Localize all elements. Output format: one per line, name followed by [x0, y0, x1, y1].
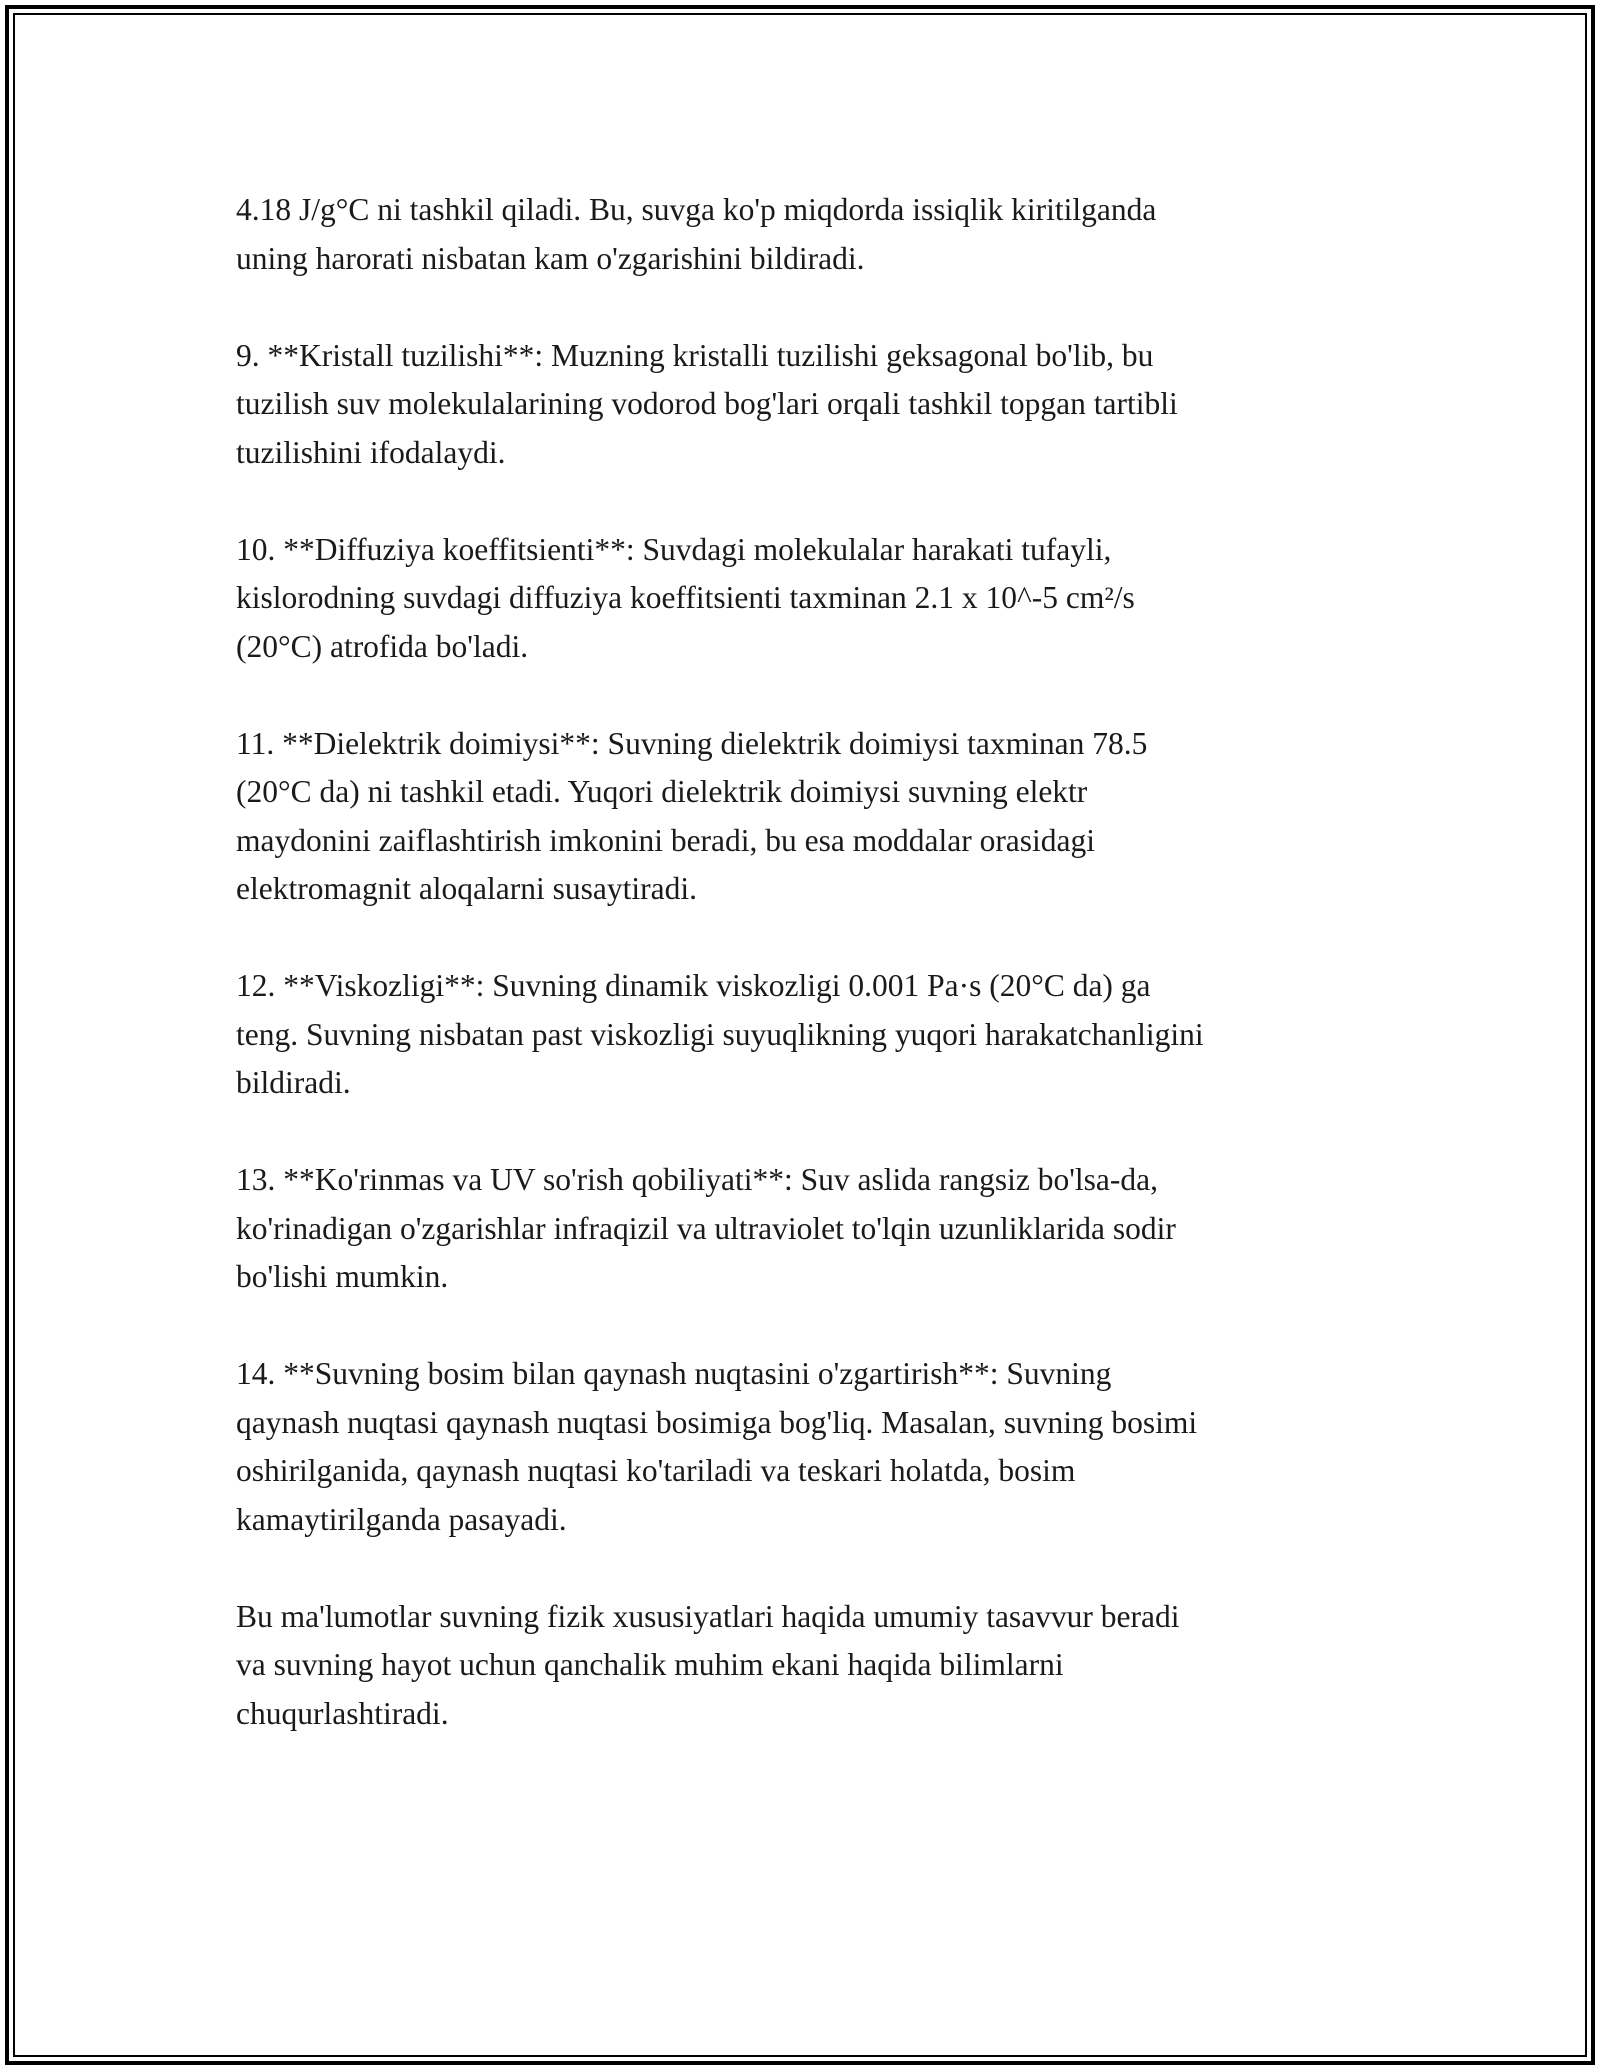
- paragraph-boiling-point-pressure: 14. **Suvning bosim bilan qaynash nuqtasini o'zgartirish**: Suvning qaynash nuqtasi qaynash nuqtasi bosimiga bog'liq. Masalan, suvning bosimi oshirilganida, qaynash nuqtasi ko'tariladi va teskari holatda, bosim kamaytirilganda pasayadi.: [236, 1356, 1198, 1537]
- paragraph-dielectric-constant: 11. **Dielektrik doimiysi**: Suvning dielektrik doimiysi taxminan 78.5 (20°C da) ni tashkil etadi. Yuqori dielektrik doimiysi suvning elektr maydonini zaiflashtirish imkonini beradi, bu esa moddalar orasidagi elektromagnit aloqalarni susaytiradi.: [236, 725, 1148, 906]
- paragraph-conclusion: Bu ma'lumotlar suvning fizik xususiyatlari haqida umumiy tasavvur beradi va suvning hayot uchun qanchalik muhim ekani haqida bilimlarni chuqurlashtiradi.: [236, 1598, 1180, 1731]
- document-body: [236, 186, 1376, 1787]
- paragraph-crystal-structure: 9. **Kristall tuzilishi**: Muzning kristalli tuzilishi geksagonal bo'lib, bu tuzilish suv molekulalarining vodorod bog'lari orqali tashkil topgan tartibli tuzilishini ifodalaydi.: [236, 337, 1178, 470]
- paragraph-diffusion-coefficient: 10. **Diffuziya koeffitsienti**: Suvdagi molekulalar harakati tufayli, kislorodning suvdagi diffuziya koeffitsienti taxminan 2.1 x 10^-5 cm²/s (20°C) atrofida bo'ladi.: [236, 531, 1135, 664]
- paragraph-uv-absorption: 13. **Ko'rinmas va UV so'rish qobiliyati**: Suv aslida rangsiz bo'lsa-da, ko'rinadigan o'zgarishlar infraqizil va ultraviolet to'lqin uzunliklarida sodir bo'lishi mumkin.: [236, 1162, 1176, 1294]
- paragraph-viscosity: 12. **Viskozligi**: Suvning dinamik viskozligi 0.001 Pa·s (20°C da) ga teng. Suvning nisbatan past viskozligi suyuqlikning yuqori harakatchanligini bildiradi.: [236, 968, 1204, 1100]
- paragraph-specific-heat-continuation: 4.18 J/g°C ni tashkil qiladi. Bu, suvga ko'p miqdorda issiqlik kiritilganda uning harorati nisbatan kam o'zgarishini bildiradi.: [236, 192, 1157, 276]
